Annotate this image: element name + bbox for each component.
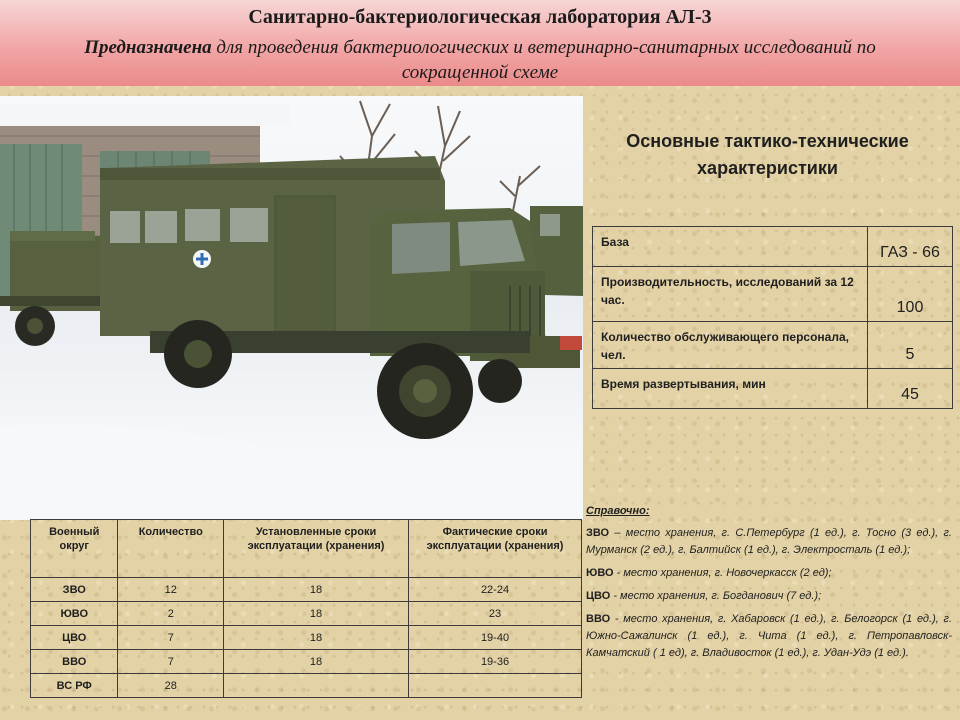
table-cell: 28 (118, 674, 224, 698)
note-item (586, 588, 952, 605)
table-cell: ВС РФ (31, 674, 118, 698)
column-header: Военный округ (31, 520, 118, 578)
spec-value: ГАЗ - 66 (868, 227, 953, 267)
spec-label: Время развертывания, мин (593, 369, 868, 409)
table-cell: ЗВО (31, 578, 118, 602)
table-row (593, 227, 953, 267)
military-truck-photo-icon (0, 96, 583, 520)
subtitle-bold: Предназначена (84, 37, 212, 58)
slide-title: Санитарно-бактериологическая лаборатория АЛ-3 (248, 6, 712, 28)
note-item (586, 611, 952, 662)
note-item (586, 565, 952, 582)
note-text: – место хранения, г. С.Петербург (1 ед.), г. Тосно (3 ед.), г. Мурманск (2 ед.), г. Балтийск (1 ед.), г. Электросталь (1 ед.); (586, 527, 952, 556)
note-district: ЦВО (586, 590, 611, 602)
table-row (31, 626, 582, 650)
slide-header (0, 0, 960, 86)
table-row (31, 602, 582, 626)
slide-subtitle (40, 35, 920, 85)
note-item (586, 525, 952, 559)
table-cell: 2 (118, 602, 224, 626)
table-row (593, 267, 953, 322)
subtitle-text: для проведения бактериологических и ветеринарно-санитарных исследований по сокращенной схеме (216, 37, 876, 83)
table-cell: 18 (224, 602, 409, 626)
table-cell: 7 (118, 626, 224, 650)
specs-heading: Основные тактико-технические характеристики (626, 131, 909, 178)
table-row (593, 322, 953, 369)
column-header: Фактические сроки эксплуатации (хранения) (409, 520, 582, 578)
column-header: Установленные сроки эксплуатации (хранения) (224, 520, 409, 578)
specs-table (592, 226, 953, 409)
spec-value: 5 (868, 322, 953, 369)
usage-table (30, 519, 582, 698)
table-row (31, 674, 582, 698)
spec-label: Производительность, исследований за 12 час. (593, 267, 868, 322)
reference-notes (586, 503, 952, 668)
note-text: - место хранения, г. Новочеркасск (2 ед); (613, 567, 832, 579)
table-cell: 23 (409, 602, 582, 626)
table-cell: 22-24 (409, 578, 582, 602)
note-district: ЮВО (586, 567, 614, 579)
table-cell (224, 674, 409, 698)
note-text: - место хранения, г. Богданович (7 ед.); (610, 590, 822, 602)
table-cell: 12 (118, 578, 224, 602)
vehicle-photo (0, 96, 583, 520)
table-row (593, 369, 953, 409)
table-cell: 7 (118, 650, 224, 674)
notes-title: Справочно: (586, 505, 650, 517)
note-text: - место хранения, г. Хабаровск (1 ед.), г. Белогорск (1 ед.), г. Южно-Сажалинск (1 ед.), г. Чита (1 ед.), г. Петропавловск-Камчатский ( 1 ед), г. Владивосток (1 ед.), г. Удан-Удэ (1 ед.). (586, 613, 952, 659)
table-cell: ЦВО (31, 626, 118, 650)
table-cell (409, 674, 582, 698)
table-cell: ЮВО (31, 602, 118, 626)
spec-label: База (593, 227, 868, 267)
table-cell: ВВО (31, 650, 118, 674)
note-district: ЗВО (586, 527, 610, 539)
table-cell: 18 (224, 626, 409, 650)
table-cell: 19-40 (409, 626, 582, 650)
table-row (31, 578, 582, 602)
table-cell: 18 (224, 578, 409, 602)
note-district: ВВО (586, 613, 611, 625)
column-header: Количество (118, 520, 224, 578)
spec-value: 45 (868, 369, 953, 409)
spec-value: 100 (868, 267, 953, 322)
spec-label: Количество обслуживающего персонала, чел. (593, 322, 868, 369)
table-cell: 18 (224, 650, 409, 674)
table-row (31, 650, 582, 674)
table-cell: 19-36 (409, 650, 582, 674)
table-header-row (31, 520, 582, 578)
